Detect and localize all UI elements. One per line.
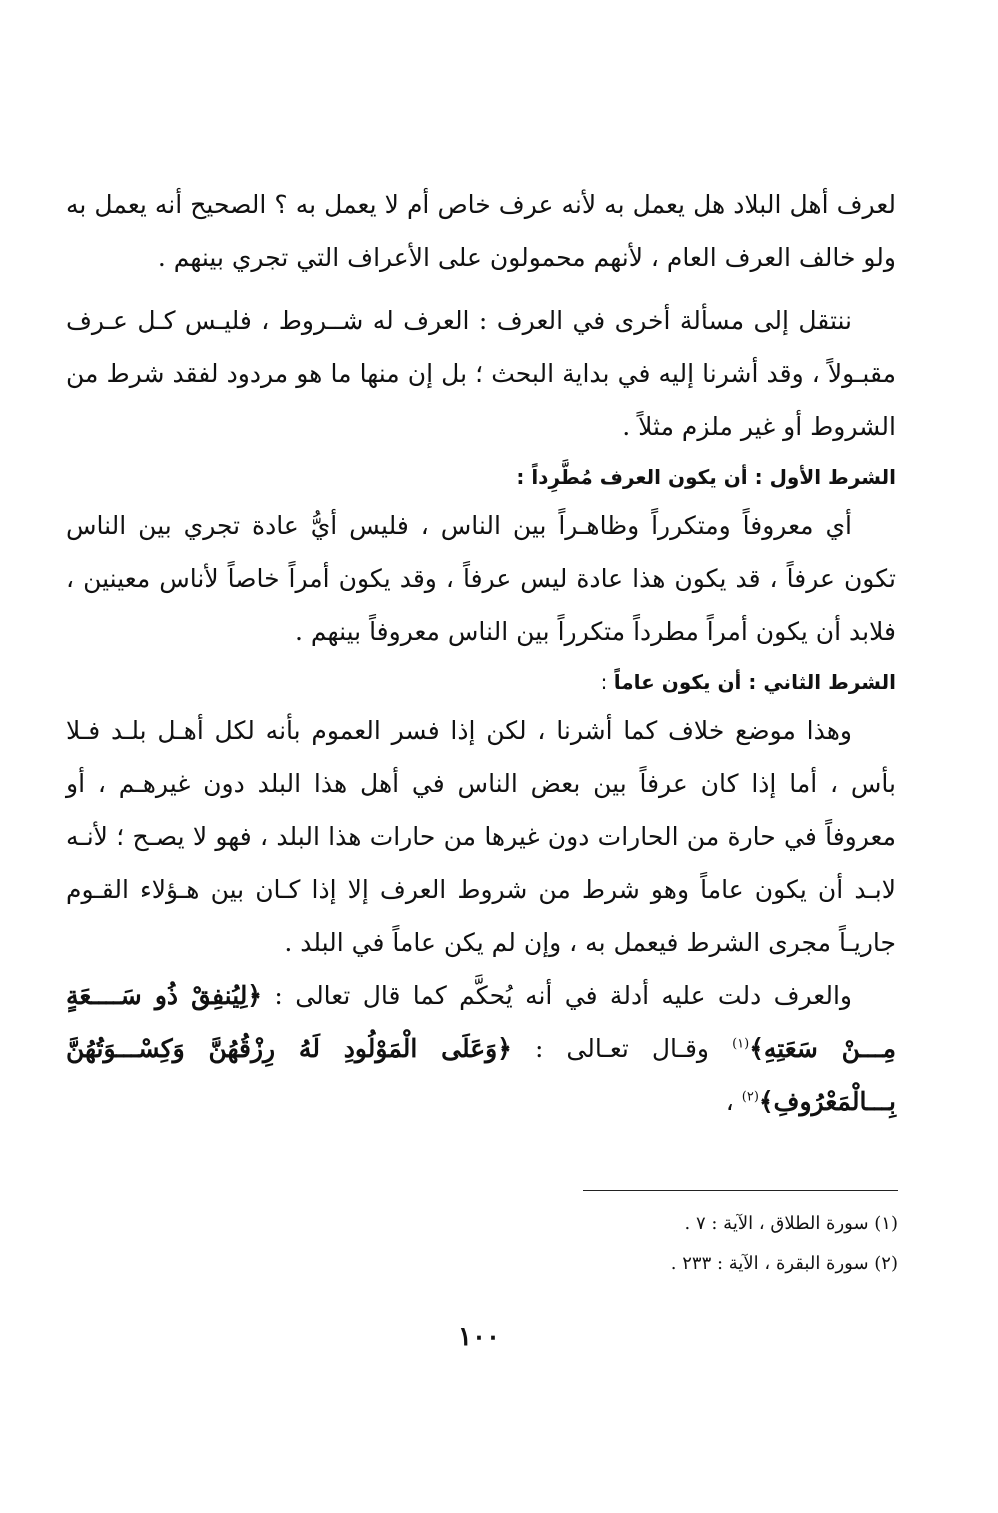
- heading-condition-2-colon: :: [600, 670, 614, 694]
- paragraph-5: [66, 969, 896, 1128]
- footnote-divider: [583, 1190, 898, 1191]
- paragraph-4: وهذا موضع خلاف كما أشرنا ، لكن إذا فسر العموم بأنه لكل أهـل بلـد فـلا بأس ، أما إذا كان عرفاً بين بعض الناس في أهل هذا البلد دون غيرهـم ، أو معروفاً في حارة من الحارات دون غيرها من حارات هذا البلد ، فهو لا يصـح ؛ لأنـه لابـد أن يكون عاماً وهو شرط من شروط العرف إلا إذا كـان بين هـؤلاء القـوم جاريـاً مجرى الشرط فيعمل به ، وإن لم يكن عاماً في البلد .: [66, 716, 896, 957]
- heading-condition-2: [66, 664, 896, 700]
- page-number: ١٠٠: [458, 1322, 500, 1352]
- heading-condition-2-bold: الشرط الثاني : أن يكون عاماً: [613, 670, 896, 694]
- paragraph-3: أي معروفاً ومتكرراً وظاهـراً بين الناس ، فليس أيُّ عادة تجري بين الناس تكون عرفاً ، قد يكون هذا عادة ليس عرفاً ، وقد يكون أمراً خاصاً لأناس معينين ، فلابد أن يكون أمراً مطرداً متكرراً بين الناس معروفاً بينهم .: [66, 511, 896, 646]
- page-body: [66, 178, 896, 1128]
- footnote-1: (١) سورة الطلاق ، الآية : ٧ .: [684, 1213, 898, 1234]
- heading-condition-1: الشرط الأول : أن يكون العرف مُطَّرِداً :: [516, 465, 896, 489]
- paragraph-5-start: والعرف دلت عليه أدلة في أنه يُحكَّم كما قال تعالى :: [262, 981, 853, 1010]
- footnotes: [198, 1204, 898, 1284]
- footnote-ref-1[interactable]: (١): [732, 1036, 750, 1052]
- paragraph-2: ننتقل إلى مسألة أخرى في العرف : العرف له شــروط ، فليـس كـل عـرف مقبـولاً ، وقد أشرنا إليه في بداية البحث ؛ بل إن منها ما هو مردود لفقد شرط من الشروط أو غير ملزم مثلاً .: [66, 306, 896, 441]
- paragraph-5-middle: وقـال تعـالى :: [511, 1034, 733, 1063]
- paragraph-1: لعرف أهل البلاد هل يعمل به لأنه عرف خاص أم لا يعمل به ؟ الصحيح أنه يعمل به ولو خالف العرف العام ، لأنهم محمولون على الأعراف التي تجري بينهم .: [66, 190, 896, 272]
- quran-verse-2: ﴿وَعَلَى الْمَوْلُودِ لَهُ رِزْقُهُنَّ وَكِسْـــوَتُهُنَّ بِـــالْمَعْرُوفِ﴾: [66, 1034, 896, 1116]
- quran-verse-1: ﴿لِيُنفِقْ ذُو سَــــعَةٍ مِـــنْ سَعَتِهِ﴾: [66, 981, 897, 1063]
- footnote-2: (٢) سورة البقرة ، الآية : ٢٣٣ .: [670, 1253, 898, 1274]
- paragraph-5-end: ،: [725, 1087, 742, 1116]
- footnote-ref-2[interactable]: (٢): [741, 1089, 759, 1105]
